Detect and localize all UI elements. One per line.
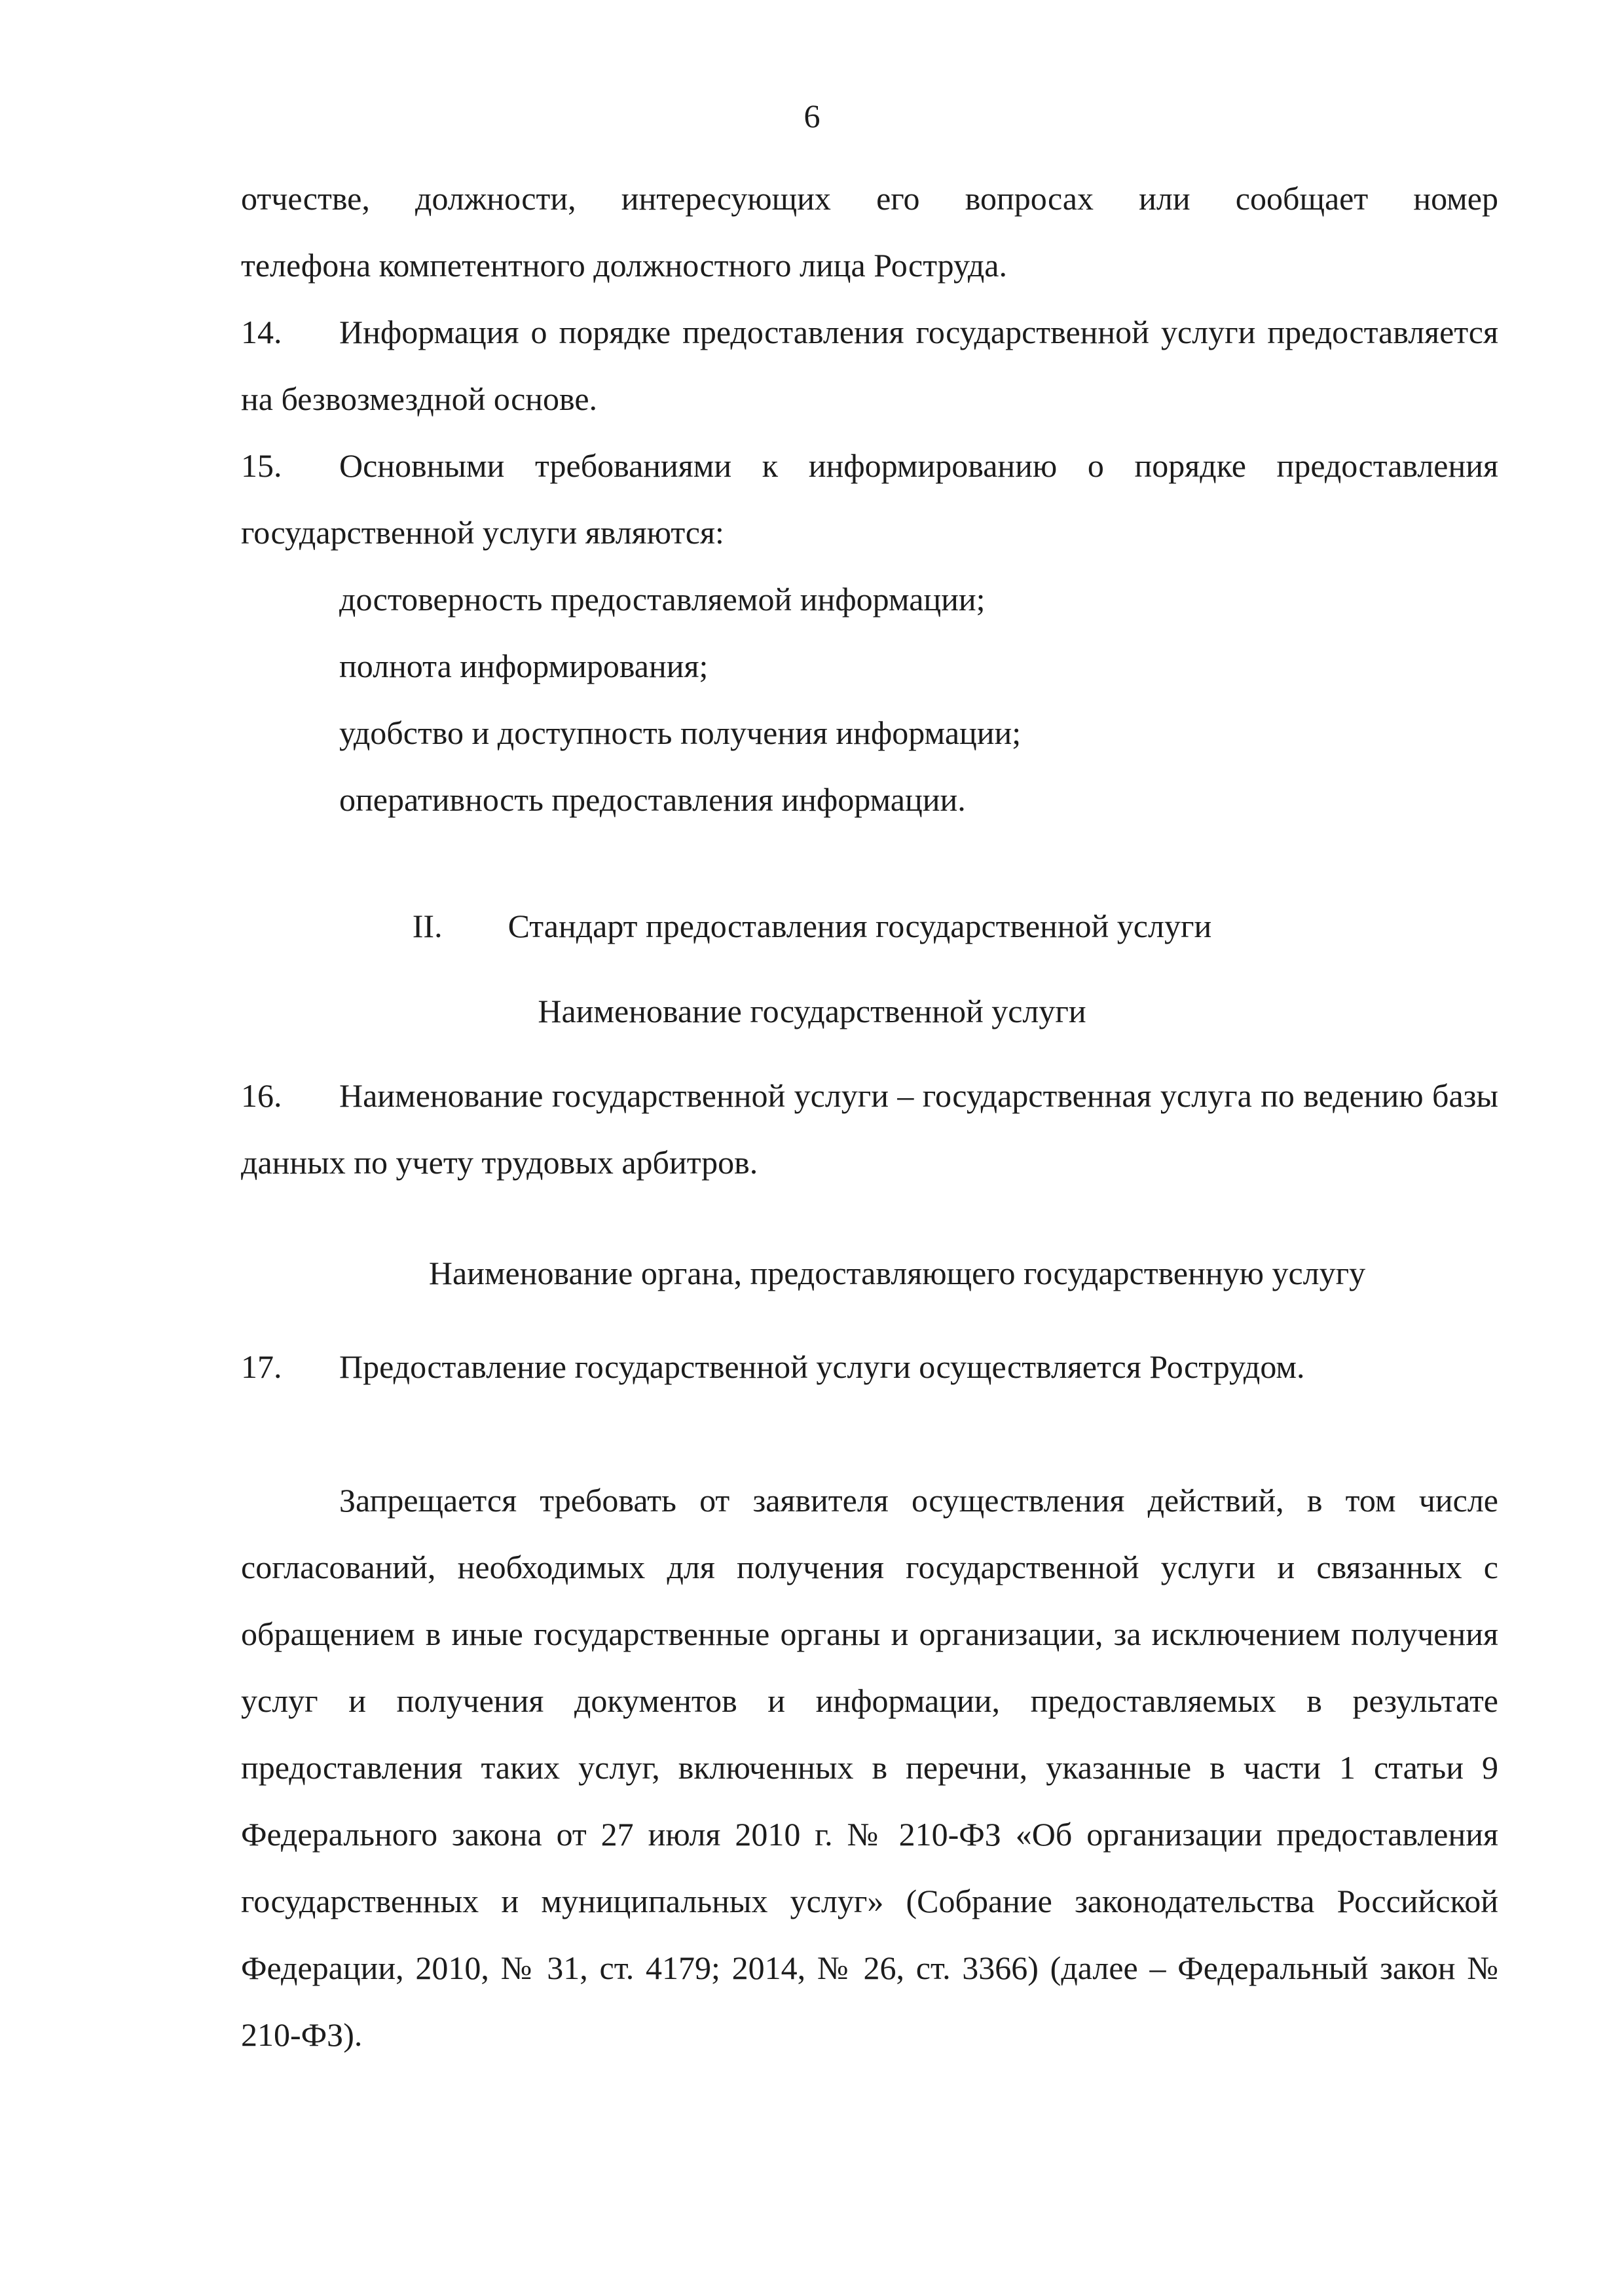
section-2-numeral: II.: [412, 908, 443, 944]
requirement-item-1: достоверность предоставляемой информации;: [339, 581, 986, 618]
paragraph-continuation-line-2: телефона компетентного должностного лица Роструда.: [241, 247, 1007, 284]
requirement-item-3: удобство и доступность получения информации;: [339, 714, 1022, 751]
paragraph-15: [241, 432, 1498, 566]
paragraph-15-text: Основными требованиями к информированию о порядке предоставления государственной услуги являются:: [241, 447, 1498, 551]
paragraph-17-number: 17.: [241, 1348, 282, 1385]
subheading-service-name: Наименование государственной услуги: [538, 993, 1086, 1029]
paragraph-16-number: 16.: [241, 1077, 282, 1114]
paragraph-17: [241, 1333, 1498, 1400]
requirement-item-2: полнота информирования;: [339, 648, 709, 684]
paragraph-15-number: 15.: [241, 447, 282, 484]
paragraph-16: [241, 1062, 1498, 1196]
requirement-item-4: оперативность предоставления информации.: [339, 781, 966, 818]
paragraph-16-text: Наименование государственной услуги – государственная услуга по ведению базы данных по учету трудовых арбитров.: [241, 1077, 1498, 1181]
paragraph-14-number: 14.: [241, 314, 282, 350]
page-number: 6: [803, 98, 821, 134]
paragraph-prohibition: Запрещается требовать от заявителя осуществления действий, в том числе согласований, необходимых для получения государственной услуги и связанных с обращением в иные государственные органы и организации, за исключением получения услуг и получения документов и информации, предоставляемых в результате предоставления таких услуг, включенных в перечни, указанные в части 1 статьи 9 Федерального закона от 27 июля 2010 г. № 210-ФЗ «Об организации предоставления государственных и муниципальных услуг» (Собрание законодательства Российской Федерации, 2010, № 31, ст. 4179; 2014, № 26, ст. 3366) (далее – Федеральный закон № 210-ФЗ).: [241, 1482, 1498, 2053]
paragraph-14-text: Информация о порядке предоставления государственной услуги предоставляется на безвозмездной основе.: [241, 314, 1498, 417]
section-2-title: Стандарт предоставления государственной услуги: [507, 908, 1212, 944]
section-2-heading: [0, 907, 1624, 945]
paragraph-14: [241, 299, 1498, 432]
paragraph-continuation-line-1: отчестве, должности, интересующих его вопросах или сообщает номер: [241, 180, 1498, 217]
paragraph-17-text: Предоставление государственной услуги осуществляется Рострудом.: [339, 1348, 1305, 1385]
subheading-body-name: Наименование органа, предоставляющего государственную услугу: [428, 1255, 1366, 1291]
